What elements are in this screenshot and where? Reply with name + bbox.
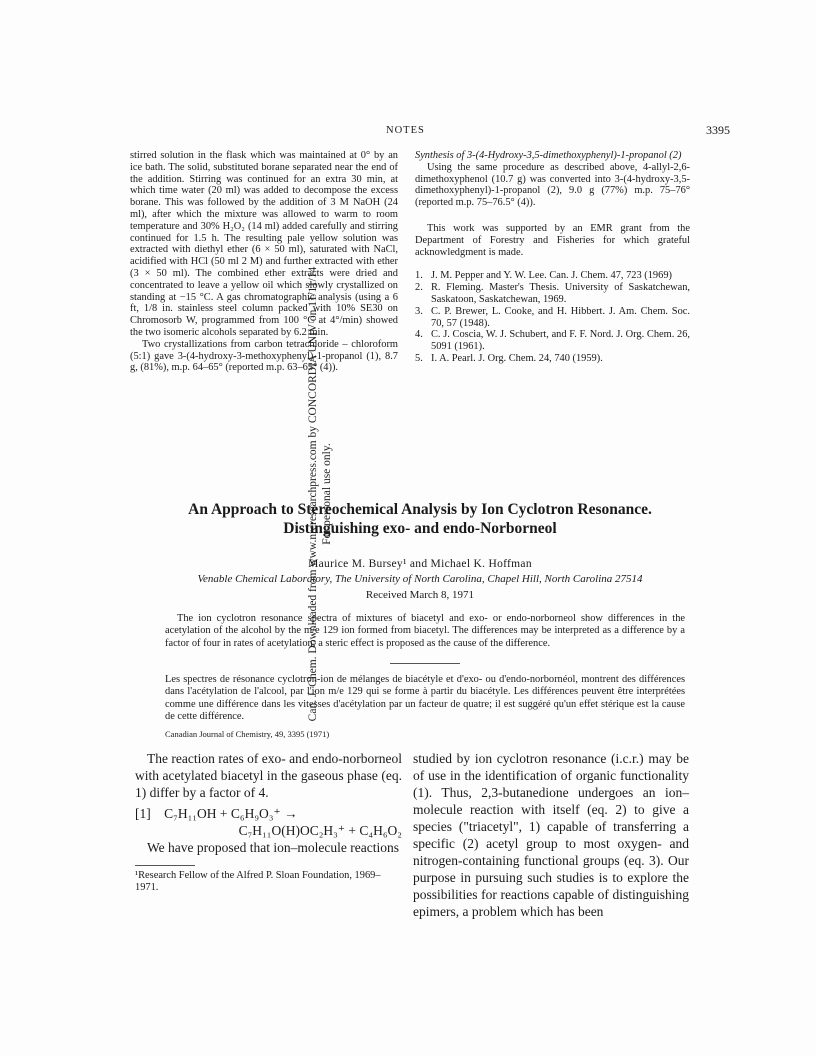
references-list [415,270,690,364]
reference-item: 2. R. Fleming. Master's Thesis. University of Saskatchewan, Saskatoon, Saskatchewan, 1969. [415,282,690,305]
affiliation: Venable Chemical Laboratory, The University of North Carolina, Chapel Hill, North Carolina 27514 [197,573,643,585]
equation-line-2: C₇H₁₁O(H)OC₂H₃⁺ + C₄H₆O₂ [238,823,402,838]
equation-1 [135,805,402,822]
reference-item: 3. C. P. Brewer, L. Cooke, and H. Hibbert. J. Am. Chem. Soc. 70, 57 (1948). [415,305,690,329]
body-paragraph-2: We have proposed that ion–molecule reactions [147,840,399,855]
download-stamp-line2: For personal use only. [321,443,333,545]
body-paragraph-1: The reaction rates of exo- and endo-norborneol with acetylated biacetyl in the gaseous phase (eq. 1) differ by a factor of 4. [135,751,402,800]
right-column [415,150,690,365]
reference-item: 4. C. J. Coscia, W. J. Schubert, and F. F. Nord. J. Org. Chem. 26, 5091 (1961). [415,329,690,353]
title-line-1: An Approach to Stereochemical Analysis by Ion Cyclotron Resonance. [188,501,652,518]
page-number: 3395 [706,123,730,137]
body-right-column: studied by ion cyclotron resonance (i.c.r.) may be of use in the identification of organic functionality (1). Thus, 2,3-butanedione undergoes an ion–molecule reaction with itself (eq. 2) to give a species ("triacetyl", 1) capable of transferring a specific (2) acetyl group to most oxygen- and nitrogen-containing functional groups (eq. 3). Our purpose in pursuing such studies is to explore the possibilities for reactions capable of distinguishing epimers, a problem which has been [413,751,689,919]
running-head: NOTES [386,125,425,136]
section-heading: Synthesis of 3-(4-Hydroxy-3,5-dimethoxyphenyl)-1-propanol (2) [415,150,682,161]
footnote: ¹Research Fellow of the Alfred P. Sloan Foundation, 1969–1971. [135,870,381,894]
authors: Maurice M. Bursey¹ and Michael K. Hoffman [308,558,532,570]
left-paragraph-1: stirred solution in the flask which was maintained at 0° by an ice bath. The solid, substituted borane separated near the end of the addition. Stirring was continued for an extra 30 min, at which time water (20 ml) was added to decompose the excess borane. This was followed by the addition of 3 M NaOH (24 ml), after which the mixture was allowed to warm to room temperature and 30% H₂O₂ (14 ml) added carefully and stirring continued for 1.5 h. The resulting pale yellow solution was extracted with diethyl ether (6 × 50 ml), saturated with NaCl, acidified with HCl (50 ml 2 M) and further extracted with ether (3 × 50 ml). The combined ether extracts were dried and concentrated to leave a yellow oil which slowly crystallized on standing at −15 °C. A gas chromatographic analysis (using a 6 ft, 1/8 in. stainless steel column packed with 10% SE30 on Chromosorb W, programmed from 100 °C at 4°/min) showed the two isomeric alcohols separated by 6.2 min. [130,150,398,338]
download-stamp-line1: Can. J. Chem. Downloaded from www.nrcresearchpress.com by CONCORDIA UNIV on 11/11/14 [307,266,319,722]
article-title [100,500,740,538]
abstract [165,613,685,650]
received-date: Received March 8, 1971 [365,589,475,601]
abstract-text: The ion cyclotron resonance spectra of mixtures of biacetyl and exo- or endo-norborneol show differences in the acetylation of the alcohol by the m/e 129 ion formed from biacetyl. The differences may be interpreted as a difference by a factor of four in rates of acetylation; a steric effect is proposed as the cause of the difference. [165,613,685,649]
resume-text: Les spectres de résonance cyclotron-ion de mélanges de biacétyle et d'exo- ou d'endo-norbornéol, montrent des différences dans l'acétylation de l'alcool, par l'ion m/e 129 qui se forme à partir du biacétyle. Les différences peuvent être interprétées comme une différence dans les vitesses d'acétylation par un facteur de quatre; il est suggéré qu'un effet stérique est la cause de cette différence. [165,674,685,723]
resume [165,674,685,724]
abstract-divider [390,663,460,664]
journal-citation: Canadian Journal of Chemistry, 49, 3395 (1971) [165,729,330,739]
body-left-column [135,750,402,856]
reference-item: 1. J. M. Pepper and Y. W. Lee. Can. J. Chem. 47, 723 (1969) [415,270,672,282]
equation-line-1: C₇H₁₁OH + C₆H₉O₃⁺ → [164,806,298,821]
acknowledgment: This work was supported by an EMR grant from the Department of Forestry and Fisheries for which grateful acknowledgment is made. [415,222,690,258]
equation-label: [1] [135,806,151,821]
footnote-divider [135,865,195,866]
title-line-2: Distinguishing exo- and endo-Norborneol [283,520,557,537]
right-paragraph-1: Using the same procedure as described above, 4-allyl-2,6-dimethoxyphenol (10.7 g) was converted into 3-(4-hydroxy-3,5-dimethoxyphenyl)-1-propanol (2), 9.0 g (77%) m.p. 75–76° (reported m.p. 75–76.5° (4)). [415,161,690,209]
reference-item: 5. I. A. Pearl. J. Org. Chem. 24, 740 (1959). [415,352,603,364]
left-paragraph-2: Two crystallizations from carbon tetrachloride – chloroform (5:1) gave 3-(4-hydroxy-3-methoxyphenyl)-1-propanol (1), 8.7 g, (81%), m.p. 64–65° (reported m.p. 63–65° (4)). [130,338,398,374]
left-column [130,150,398,374]
